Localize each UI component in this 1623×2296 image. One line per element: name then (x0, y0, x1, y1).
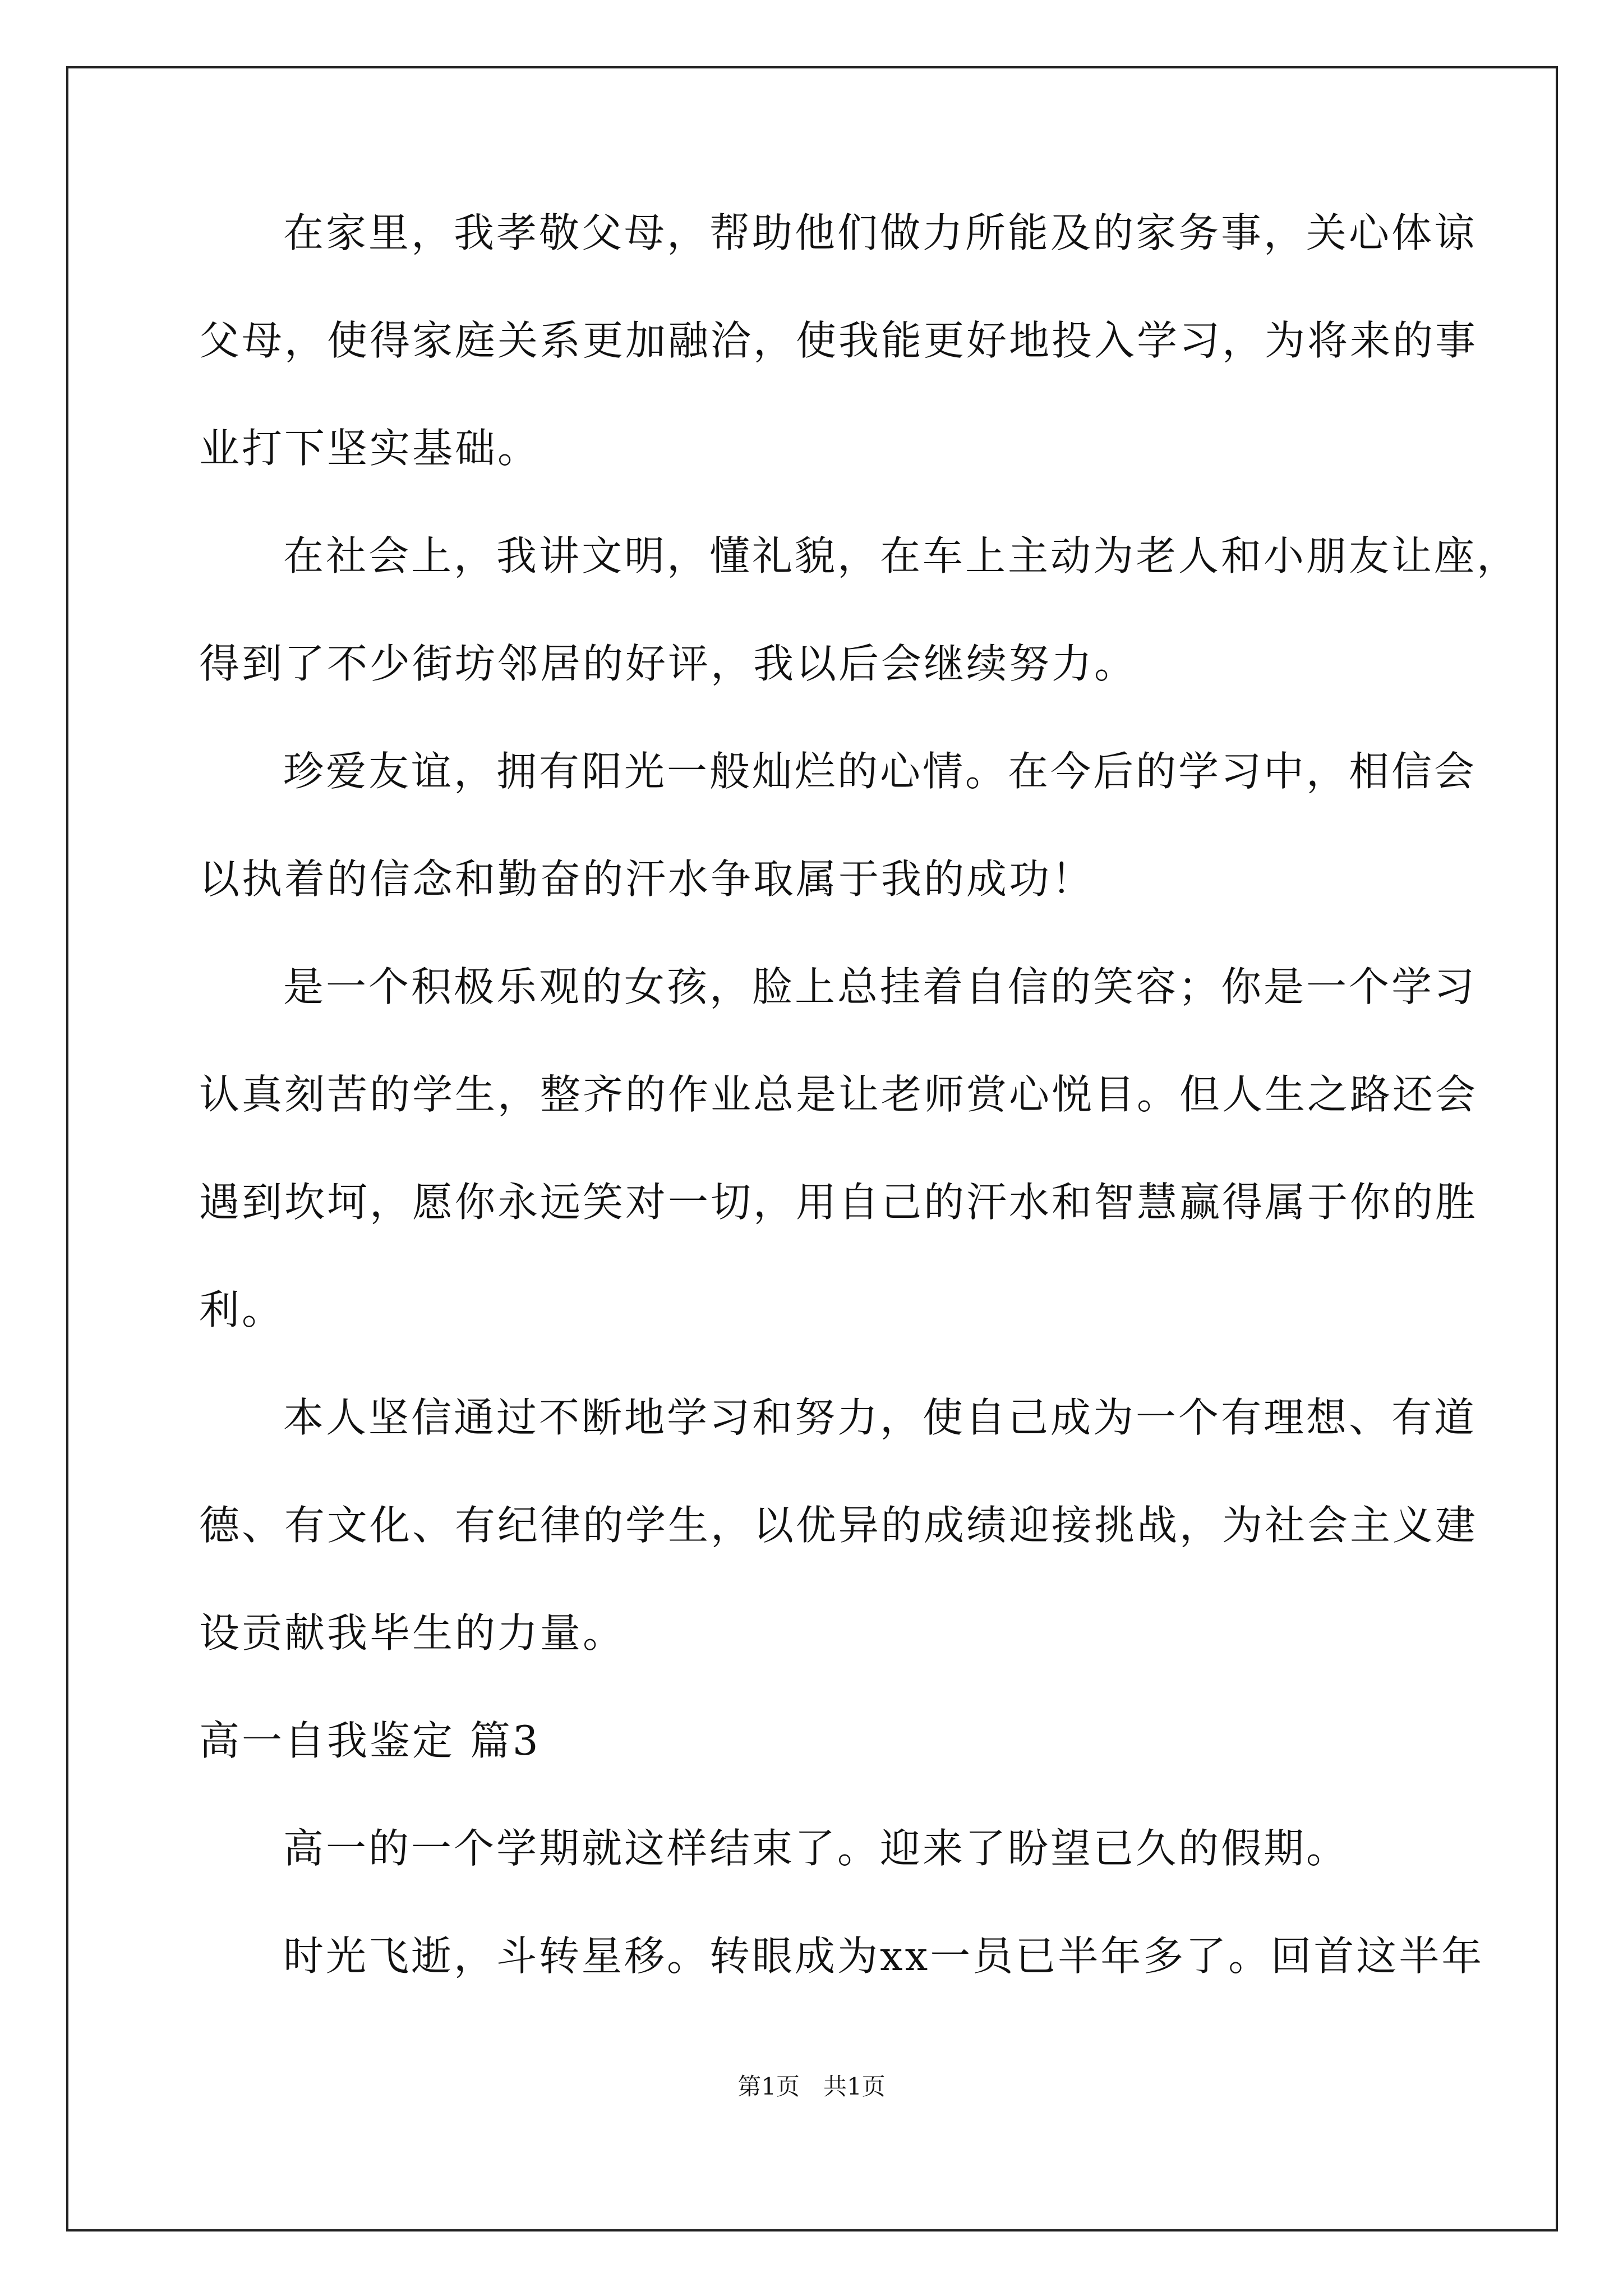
page-footer: 第1页 共1页 (737, 2073, 886, 2100)
paragraph-line: 在社会上，我讲文明，懂礼貌，在车上主动为老人和小朋友让座， (283, 532, 1520, 579)
paragraph-line: 时光飞逝，斗转星移。转眼成为xx一员已半年多了。回首这半年 (283, 1932, 1484, 1980)
paragraph-line: 高一的一个学期就这样结束了。迎来了盼望已久的假期。 (283, 1825, 1349, 1872)
paragraph-line: 认真刻苦的学生，整齐的作业总是让老师赏心悦目。但人生之路还会 (199, 1071, 1478, 1118)
paragraph-line: 本人坚信通过不断地学习和努力，使自己成为一个有理想、有道 (283, 1394, 1477, 1441)
paragraph-line: 是一个积极乐观的女孩，脸上总挂着自信的笑容；你是一个学习 (283, 963, 1477, 1010)
paragraph-line: 业打下坚实基础。 (199, 425, 541, 472)
paragraph-line: 遇到坎坷，愿你永远笑对一切，用自己的汗水和智慧赢得属于你的胜 (199, 1179, 1478, 1226)
paragraph-line: 在家里，我孝敬父母，帮助他们做力所能及的家务事，关心体谅 (283, 209, 1477, 256)
paragraph-line: 珍爱友谊，拥有阳光一般灿烂的心情。在今后的学习中，相信会 (283, 748, 1477, 795)
paragraph-line: 设贡献我毕生的力量。 (199, 1609, 626, 1657)
paragraph-line: 德、有文化、有纪律的学生，以优异的成绩迎接挑战，为社会主义建 (199, 1502, 1478, 1549)
paragraph-line: 父母，使得家庭关系更加融洽，使我能更好地投入学习，为将来的事 (199, 317, 1478, 364)
paragraph-line: 以执着的信念和勤奋的汗水争取属于我的成功！ (199, 855, 1095, 903)
paragraph-line: 利。 (199, 1286, 285, 1333)
page-border (66, 66, 1558, 2231)
section-heading: 高一自我鉴定 篇3 (199, 1717, 541, 1764)
paragraph-line: 得到了不少街坊邻居的好评，我以后会继续努力。 (199, 640, 1137, 687)
